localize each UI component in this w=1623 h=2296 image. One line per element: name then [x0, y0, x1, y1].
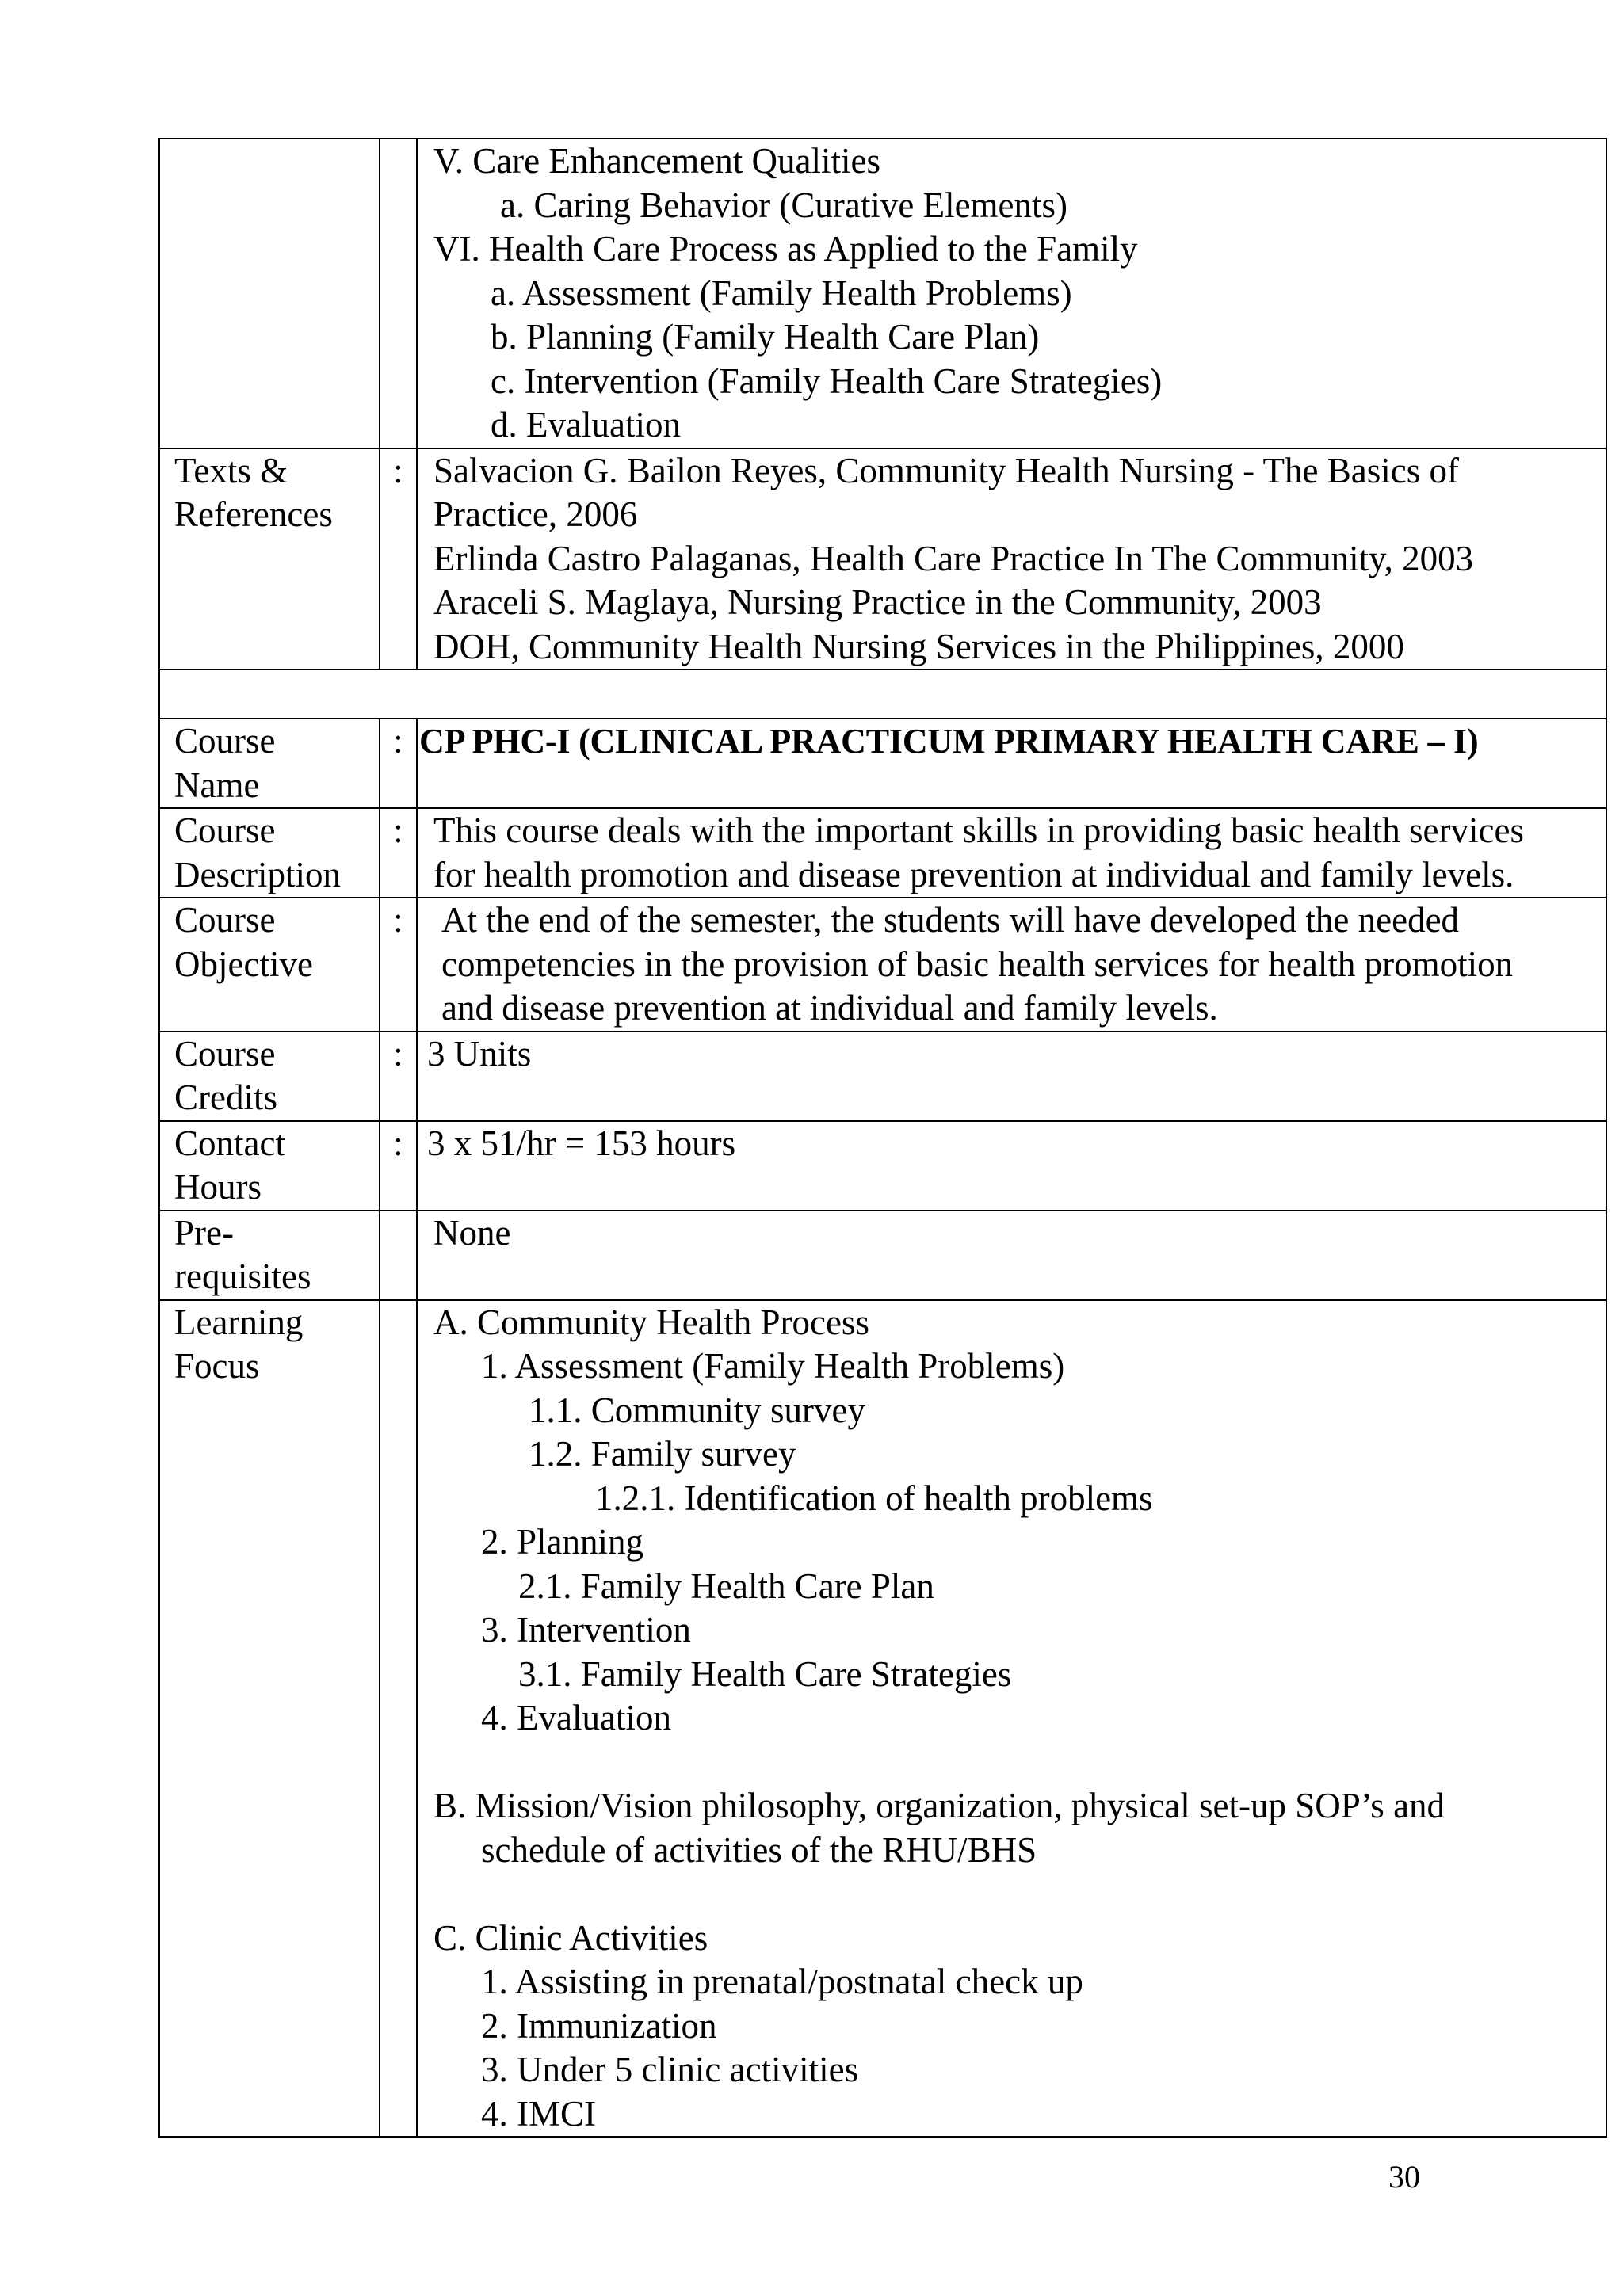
- texts-references-label: Texts & References: [159, 448, 380, 670]
- contact-hours-label: Contact Hours: [159, 1121, 380, 1211]
- outline-line: a. Assessment (Family Health Problems): [491, 273, 1072, 313]
- outline-line: 1. Assessment (Family Health Problems): [481, 1346, 1065, 1386]
- course-credits-value: 3 Units: [427, 1033, 532, 1074]
- outline-line: 1.1. Community survey: [529, 1390, 865, 1430]
- course-description-label: Course Description: [159, 808, 380, 898]
- contact-hours-value: 3 x 51/hr = 153 hours: [427, 1123, 736, 1163]
- outline-line: d. Evaluation: [491, 405, 681, 444]
- prerequisites-content: [417, 1211, 1606, 1300]
- prerequisites-value: None: [433, 1212, 511, 1253]
- reference-line: Erlinda Castro Palaganas, Health Care Practice In The Community, 2003: [433, 538, 1474, 578]
- continued-label-cell: [159, 139, 380, 448]
- course-name-content: [417, 719, 1606, 808]
- outline-line: 3. Intervention: [481, 1610, 691, 1650]
- course-credits-label: Course Credits: [159, 1032, 380, 1121]
- course-objective-label: Course Objective: [159, 898, 380, 1032]
- reference-line: Salvacion G. Bailon Reyes, Community Health Nursing - The Basics of: [433, 450, 1459, 490]
- objective-line: At the end of the semester, the students will have developed the needed: [441, 900, 1460, 940]
- outline-line: A. Community Health Process: [433, 1302, 869, 1342]
- colon: :: [380, 898, 417, 1032]
- blank-line: [433, 1741, 1602, 1785]
- outline-line: schedule of activities of the RHU/BHS: [481, 1829, 1037, 1870]
- row-spacer: [159, 669, 1606, 719]
- outline-line: 1.2. Family survey: [529, 1434, 796, 1474]
- prerequisites-label: Pre- requisites: [159, 1211, 380, 1300]
- colon: :: [380, 719, 417, 808]
- reference-line: DOH, Community Health Nursing Services in the Philippines, 2000: [433, 626, 1404, 666]
- course-description-content: [417, 808, 1606, 898]
- reference-line: Araceli S. Maglaya, Nursing Practice in the Community, 2003: [433, 582, 1322, 622]
- page-number: 30: [1388, 2159, 1420, 2195]
- row-course-objective: [159, 898, 1606, 1032]
- outline-line: C. Clinic Activities: [433, 1917, 708, 1958]
- colon: :: [380, 1032, 417, 1121]
- outline-line: 2.1. Family Health Care Plan: [518, 1566, 934, 1606]
- row-course-credits: [159, 1032, 1606, 1121]
- colon: :: [380, 808, 417, 898]
- outline-line: 3. Under 5 clinic activities: [481, 2050, 859, 2089]
- description-line: This course deals with the important skills in providing basic health services: [433, 810, 1524, 850]
- colon: :: [380, 1121, 417, 1211]
- colon: [380, 1300, 417, 2138]
- outline-line: a. Caring Behavior (Curative Elements): [500, 185, 1068, 225]
- learning-focus-content: [417, 1300, 1606, 2138]
- outline-line: 2. Planning: [481, 1522, 644, 1562]
- outline-line: VI. Health Care Process as Applied to the Family: [433, 229, 1138, 269]
- outline-line: B. Mission/Vision philosophy, organization, physical set-up SOP’s and: [433, 1786, 1445, 1825]
- texts-references-content: [417, 448, 1606, 670]
- row-continued: [159, 139, 1606, 448]
- course-credits-content: [417, 1032, 1606, 1121]
- contact-hours-content: [417, 1121, 1606, 1211]
- outline-line: c. Intervention (Family Health Care Strategies): [491, 360, 1163, 401]
- reference-line: Practice, 2006: [433, 494, 638, 534]
- continued-content: [417, 139, 1606, 448]
- outline-line: 1.2.1. Identification of health problems: [595, 1478, 1153, 1518]
- row-contact-hours: [159, 1121, 1606, 1211]
- row-course-description: [159, 808, 1606, 898]
- outline-line: 4. Evaluation: [481, 1698, 671, 1737]
- row-course-name: [159, 719, 1606, 808]
- outline-line: 4. IMCI: [481, 2093, 596, 2134]
- objective-line: competencies in the provision of basic health services for health promotion: [441, 944, 1514, 984]
- row-prerequisites: [159, 1211, 1606, 1300]
- blank-line: [433, 1872, 1602, 1917]
- outline-line: b. Planning (Family Health Care Plan): [491, 317, 1040, 357]
- description-line: for health promotion and disease prevention at individual and family levels.: [433, 854, 1514, 894]
- learning-focus-label: Learning Focus: [159, 1300, 380, 2138]
- outline-line: V. Care Enhancement Qualities: [433, 141, 880, 181]
- continued-colon-cell: [380, 139, 417, 448]
- objective-line: and disease prevention at individual and family levels.: [441, 988, 1218, 1028]
- row-texts-references: [159, 448, 1606, 670]
- outline-line: 3.1. Family Health Care Strategies: [518, 1653, 1012, 1694]
- course-objective-content: [417, 898, 1606, 1032]
- row-learning-focus: [159, 1300, 1606, 2138]
- spacer-cell: [159, 669, 1606, 719]
- outline-line: 1. Assisting in prenatal/postnatal check up: [481, 1962, 1083, 2001]
- syllabus-table: [158, 138, 1607, 2138]
- colon: [380, 1211, 417, 1300]
- course-name-label: Course Name: [159, 719, 380, 808]
- colon: :: [380, 448, 417, 670]
- course-name-value: CP PHC-I (CLINICAL PRACTICUM PRIMARY HEALTH CARE – I): [419, 722, 1479, 761]
- outline-line: 2. Immunization: [481, 2005, 717, 2046]
